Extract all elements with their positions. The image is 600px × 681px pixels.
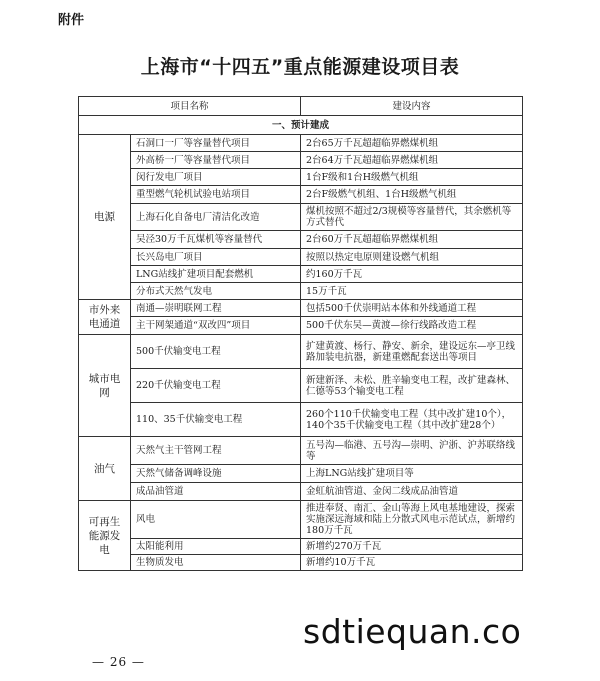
section-row [79,116,523,135]
header-content: 建设内容 [301,97,523,116]
project-name-cell: 主干网架通道“双改四”项目 [131,317,301,335]
project-name-cell: 上海石化自备电厂清洁化改造 [131,204,301,231]
project-content-cell: 约160万千瓦 [301,266,523,283]
project-name-cell: 石洞口一厂等容量替代项目 [131,135,301,152]
project-name-cell: 生物质发电 [131,555,301,571]
project-name-cell: 110、35千伏输变电工程 [131,403,301,437]
table-row [79,369,523,403]
table-row [79,335,523,369]
table-row [79,300,523,317]
category-cell: 市外来电通道 [79,300,131,335]
project-content-cell: 2台60万千瓦超超临界燃煤机组 [301,231,523,249]
category-cell: 电源 [79,135,131,300]
table-row [79,403,523,437]
project-table [78,96,523,571]
section-label: 一、预计建成 [79,116,523,135]
table-row [79,501,523,539]
category-cell: 可再生能源发电 [79,501,131,571]
project-content-cell: 新建新泽、未松、胜辛输变电工程，改扩建森林、仁德等53个输变电工程 [301,369,523,403]
project-name-cell: 成品油管道 [131,483,301,501]
project-content-cell: 2台64万千瓦超超临界燃煤机组 [301,152,523,169]
page-number: — 26 — [92,655,145,669]
project-content-cell: 2台F级燃气机组、1台H级燃气机组 [301,186,523,204]
project-content-cell: 五号沟—临港、五号沟—崇明、沪浙、沪苏联络线等 [301,437,523,465]
project-name-cell: 天然气主干管网工程 [131,437,301,465]
project-content-cell: 1台F级和1台H级燃气机组 [301,169,523,186]
project-name-cell: 分布式天然气发电 [131,283,301,300]
table-row [79,437,523,465]
table-row [79,152,523,169]
category-cell: 油气 [79,437,131,501]
project-content-cell: 按照以热定电原则建设燃气机组 [301,249,523,266]
table-row [79,555,523,571]
project-content-cell: 包括500千伏崇明站本体和外线通道工程 [301,300,523,317]
table-header-row [79,97,523,116]
header-project-name: 项目名称 [79,97,301,116]
table-row [79,539,523,555]
table-row [79,465,523,483]
project-content-cell: 新增约270万千瓦 [301,539,523,555]
table-row [79,204,523,231]
project-content-cell: 260个110千伏输变电工程（其中改扩建10个），140个35千伏输变电工程（其中改扩建28个） [301,403,523,437]
watermark: sdtiequan.co [303,612,522,651]
table-row [79,483,523,501]
table-row [79,135,523,152]
project-name-cell: 闵行发电厂项目 [131,169,301,186]
table-row [79,283,523,300]
document-title: 上海市“十四五”重点能源建设项目表 [140,56,460,78]
project-name-cell: 重型燃气轮机试验电站项目 [131,186,301,204]
project-name-cell: 长兴岛电厂项目 [131,249,301,266]
category-cell: 城市电网 [79,335,131,437]
table-row [79,169,523,186]
project-name-cell: 南通—崇明联网工程 [131,300,301,317]
project-content-cell: 15万千瓦 [301,283,523,300]
project-content-cell: 500千伏东吴—黄渡—徐行线路改造工程 [301,317,523,335]
project-name-cell: LNG站线扩建项目配套燃机 [131,266,301,283]
project-name-cell: 天然气储备调峰设施 [131,465,301,483]
project-content-cell: 扩建黄渡、杨行、静安、新余，建设远东—亭卫线路加装电抗器，新建重燃配套送出等项目 [301,335,523,369]
project-name-cell: 外高桥一厂等容量替代项目 [131,152,301,169]
project-name-cell: 太阳能利用 [131,539,301,555]
project-content-cell: 2台65万千瓦超超临界燃煤机组 [301,135,523,152]
project-name-cell: 220千伏输变电工程 [131,369,301,403]
table-row [79,231,523,249]
attachment-label: 附件 [58,13,85,28]
table-row [79,266,523,283]
table-row [79,249,523,266]
project-content-cell: 上海LNG站线扩建项目等 [301,465,523,483]
project-content-cell: 金虹航油管道、金闵二线成品油管道 [301,483,523,501]
project-content-cell: 煤机按照不超过2/3规模等容量替代，其余燃机等方式替代 [301,204,523,231]
project-name-cell: 风电 [131,501,301,539]
table-row [79,186,523,204]
project-name-cell: 500千伏输变电工程 [131,335,301,369]
project-content-cell: 推进奉贤、南汇、金山等海上风电基地建设，探索实施深远海域和陆上分散式风电示范试点，新增约180万千瓦 [301,501,523,539]
project-name-cell: 吴泾30万千瓦煤机等容量替代 [131,231,301,249]
table-row [79,317,523,335]
project-content-cell: 新增约10万千瓦 [301,555,523,571]
